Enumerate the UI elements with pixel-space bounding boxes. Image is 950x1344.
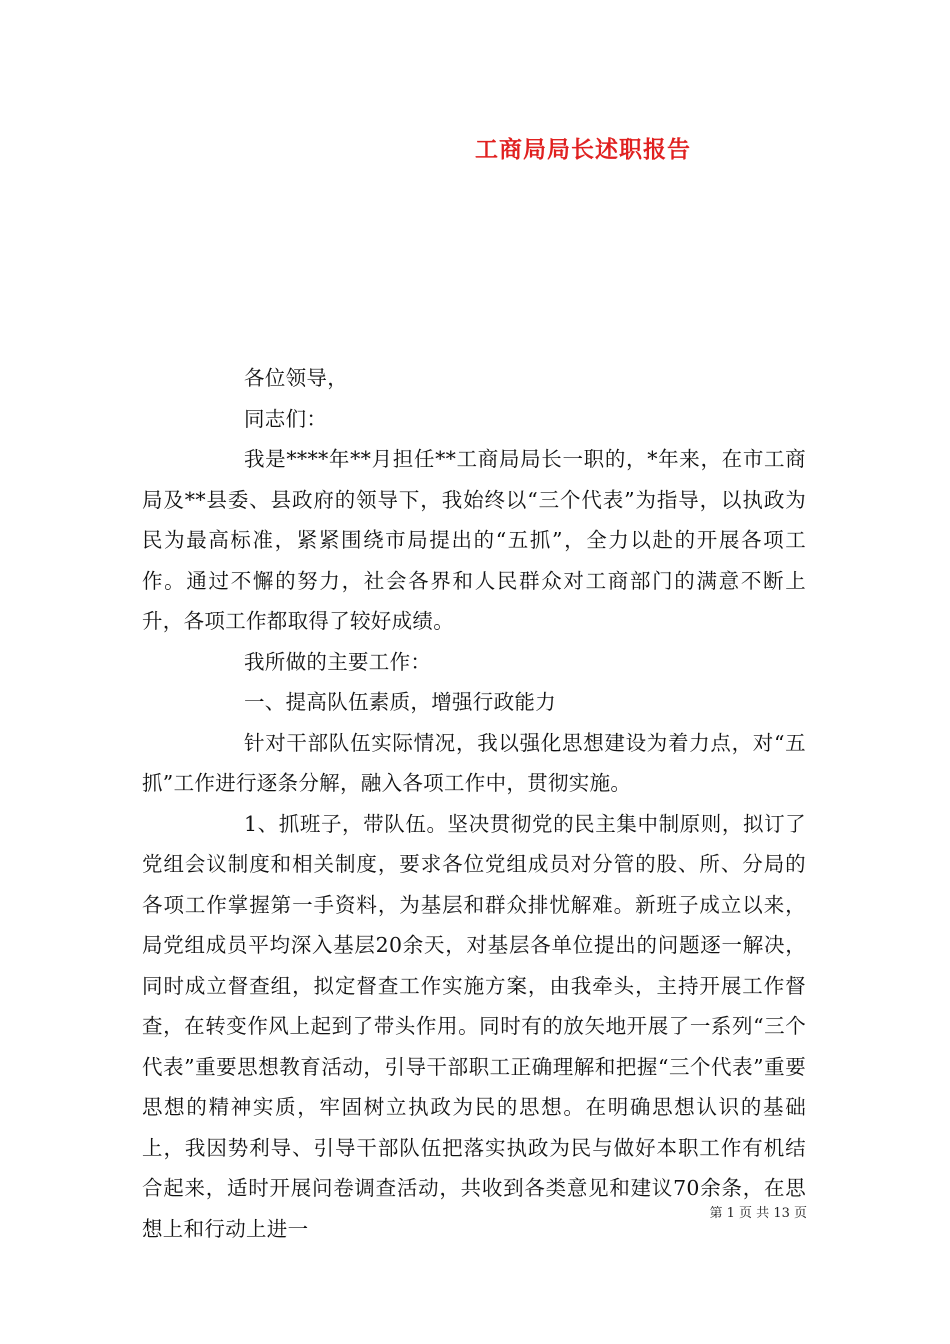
page-number: 第 1 页 共 13 页 bbox=[709, 1206, 807, 1221]
salutation-leaders: 各位领导， bbox=[244, 366, 348, 390]
salutation-comrades: 同志们： bbox=[244, 406, 328, 431]
section-1-intro: 针对干部队伍实际情况，我以强化思想建设为着力点，对“五抓”工作进行逐条分解，融入各项工作中，贯彻实施。 bbox=[142, 730, 806, 795]
intro-paragraph: 我是****年**月担任**工商局局长一职的，*年来，在市工商局及**县委、县政府的领导下，我始终以“三个代表”为指导，以执政为民为最高标准，紧紧围绕市局提出的“五抓”，全力以赴的开展各项工作。通过不懈的努力，社会各界和人民群众对工商部门的满意不断上升，各项工作都取得了较好成绩。 bbox=[142, 447, 806, 633]
section-heading-1: 一、提高队伍素质，增强行政能力 bbox=[244, 690, 556, 714]
main-work-heading: 我所做的主要工作： bbox=[244, 649, 432, 674]
document-title: 工商局局长述职报告 bbox=[475, 136, 691, 163]
section-1-item-1: 1、抓班子，带队伍。坚决贯彻党的民主集中制原则，拟订了党组会议制度和相关制度，要求各位党组成员对分管的股、所、分局的各项工作掌握第一手资料，为基层和群众排忧解难。新班子成立以来，局党组成员平均深入基层20余天，对基层各单位提出的问题逐一解决，同时成立督查组，拟定督查工作实施方案，由我牵头，主持开展工作督查，在转变作风上起到了带头作用。同时有的放矢地开展了一系列“三个代表”重要思想教育活动，引导干部职工正确理解和把握“三个代表”重要思想的精神实质，牢固树立执政为民的思想。在明确思想认识的基础上，我因势利导、引导干部队伍把落实执政为民与做好本职工作有机结合起来，适时开展问卷调查活动，共收到各类意见和建议70余条，在思想上和行动上进一 bbox=[142, 811, 806, 1241]
document-body bbox=[142, 358, 806, 1249]
